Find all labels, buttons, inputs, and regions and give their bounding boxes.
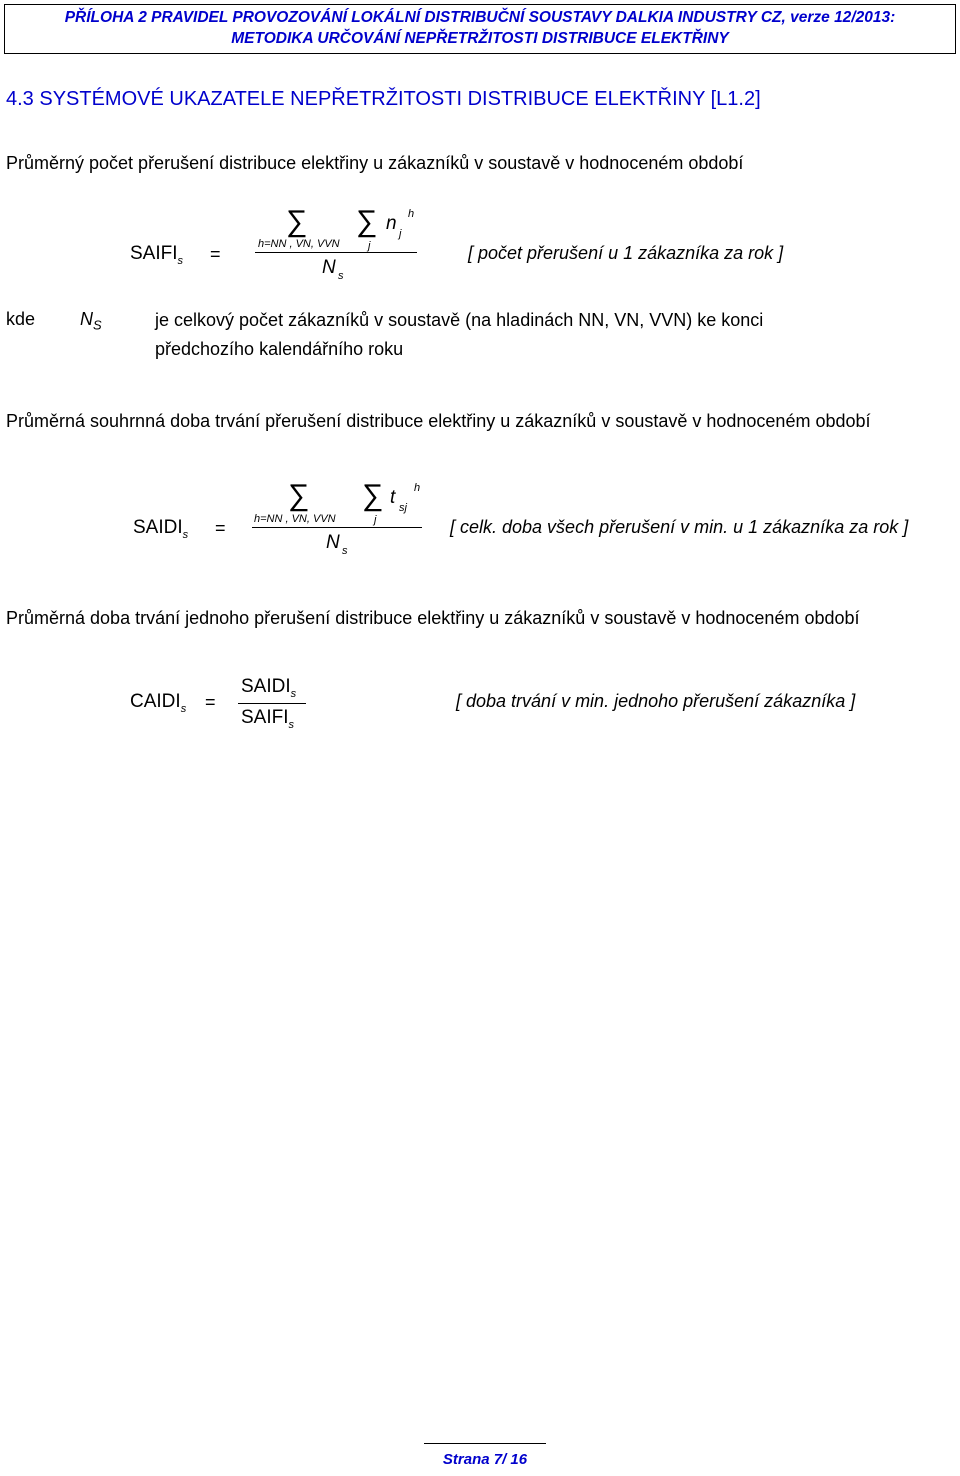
header-line-1: PŘÍLOHA 2 PRAVIDEL PROVOZOVÁNÍ LOKÁLNÍ DISTRIBUČNÍ SOUSTAVY DALKIA INDUSTRY CZ, verze 12/2013: <box>64 9 896 26</box>
document-header <box>4 4 956 54</box>
saifi-den-sub: s <box>338 270 344 282</box>
header-line-2: METODIKA URČOVÁNÍ NEPŘETRŽITOSTI DISTRIBUCE ELEKTŘINY <box>231 30 729 47</box>
saidi-equals: = <box>215 518 226 538</box>
footer-rule <box>424 1443 546 1444</box>
saifi-fraction-line <box>255 252 417 253</box>
saidi-sum-index: h=NN , VN, VVN <box>254 513 336 525</box>
saidi-den-var: N <box>326 532 340 553</box>
saidi-lhs: SAIDI <box>133 517 183 538</box>
saidi-fraction-line <box>252 527 422 528</box>
caidi-equals: = <box>205 692 216 712</box>
saifi-inner-index: j <box>368 240 371 252</box>
saifi-unit: [ počet přerušení u 1 zákazníka za rok ] <box>468 243 784 263</box>
caidi-unit: [ doba trvání v min. jednoho přerušení zákazníka ] <box>456 691 856 711</box>
where-symbol-sub: S <box>93 317 102 333</box>
saifi-equals: = <box>210 244 221 264</box>
saidi-lhs-sub: s <box>182 528 189 541</box>
saidi-inner-index: j <box>374 514 377 526</box>
saidi-num-var: t <box>390 487 396 508</box>
saifi-num-sub: j <box>399 228 402 240</box>
where-symbol <box>80 309 102 333</box>
saifi-lhs-sub: s <box>177 254 184 267</box>
caidi-den-sub: s <box>288 718 295 731</box>
saifi-sum-index: h=NN , VN, VVN <box>258 238 340 250</box>
page-number: Strana 7/ 16 <box>442 1451 528 1468</box>
caidi-num: SAIDI <box>241 676 291 697</box>
caidi-lhs-sub: s <box>180 702 187 715</box>
saidi-sum-inner: ∑ <box>362 479 384 512</box>
saidi-intro: Průměrná souhrnná doba trvání přerušení distribuce elektřiny u zákazníků v soustavě v hodnoceném období <box>6 411 871 431</box>
caidi-fraction-line <box>238 703 306 704</box>
saifi-num-sup: h <box>408 208 415 220</box>
saifi-lhs: SAIFI <box>130 243 178 264</box>
caidi-num-sub: s <box>290 687 297 700</box>
saifi-sum-outer: ∑ <box>286 205 308 238</box>
saifi-den-var: N <box>322 257 336 278</box>
saidi-num-sub: sj <box>399 502 407 514</box>
caidi-intro: Průměrná doba trvání jednoho přerušení distribuce elektřiny u zákazníků v soustavě v hodnoceném období <box>6 608 860 628</box>
where-symbol-var: N <box>80 309 93 329</box>
where-kde: kde <box>6 309 36 329</box>
saidi-unit: [ celk. doba všech přerušení v min. u 1 zákazníka za rok ] <box>450 517 909 537</box>
saidi-den-sub: s <box>342 545 348 557</box>
caidi-den: SAIFI <box>241 707 289 728</box>
saifi-num-var: n <box>386 213 397 234</box>
saifi-sum-inner: ∑ <box>356 205 378 238</box>
where-desc-line-1: je celkový počet zákazníků v soustavě (na hladinách NN, VN, VVN) ke konci <box>155 310 764 330</box>
saidi-sum-outer: ∑ <box>288 479 310 512</box>
section-title: 4.3 SYSTÉMOVÉ UKAZATELE NEPŘETRŽITOSTI DISTRIBUCE ELEKTŘINY [L1.2] <box>6 88 761 110</box>
saidi-num-sup: h <box>414 482 421 494</box>
where-desc-line-2: předchozího kalendářního roku <box>155 339 404 359</box>
saifi-intro: Průměrný počet přerušení distribuce elektřiny u zákazníků v soustavě v hodnoceném období <box>6 153 744 173</box>
caidi-lhs: CAIDI <box>130 691 181 712</box>
